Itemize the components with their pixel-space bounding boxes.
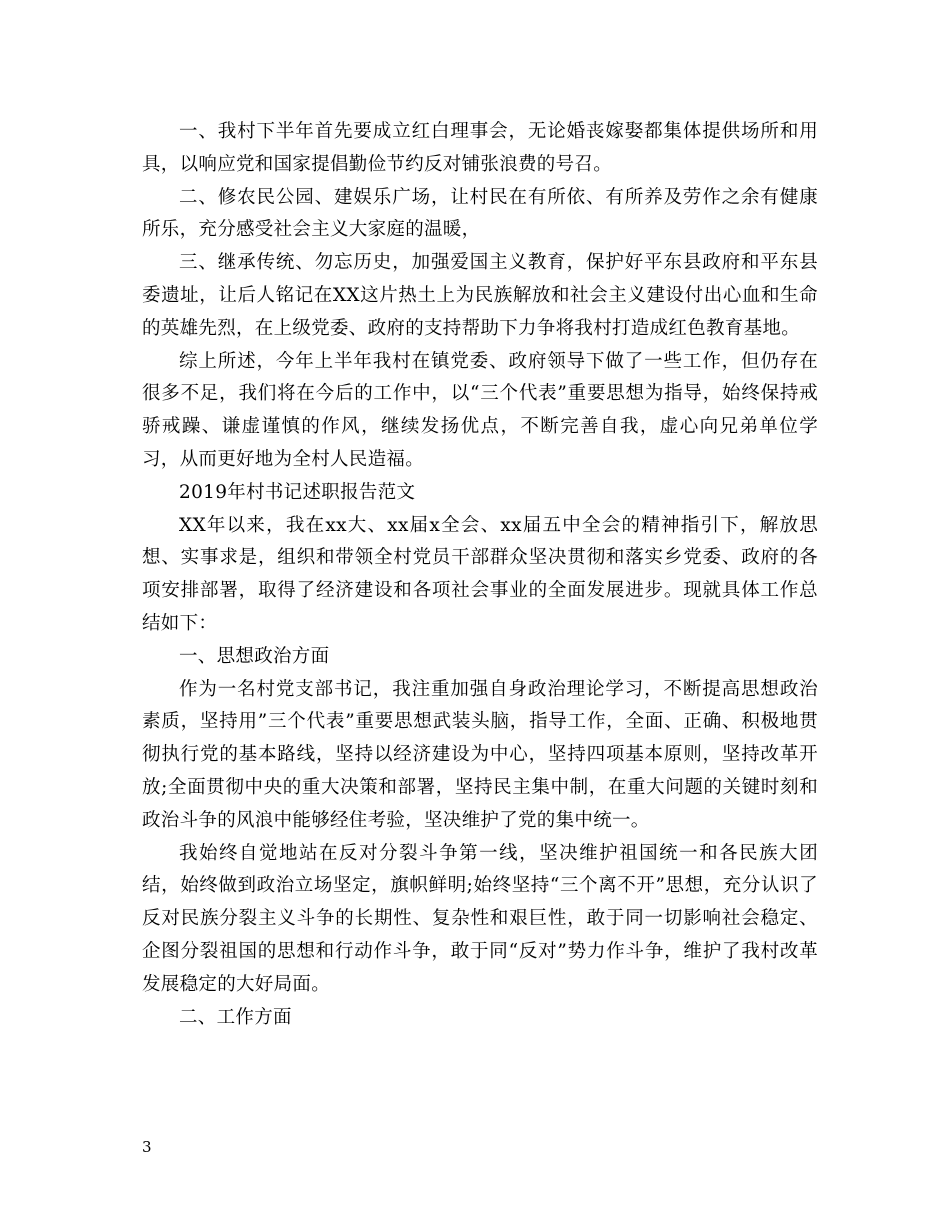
paragraph-political-study: 作为一名村党支部书记，我注重加强自身政治理论学习，不断提高思想政治素质，坚持用”三个代表”重要思想武装头脑，指导工作，全面、正确、积极地贯彻执行党的基本路线，坚持以经济建设为中心，坚持四项基本原则，坚持改革开放;全面贯彻中央的重大决策和部署，坚持民主集中制，在重大问题的关键时刻和政治斗争的风浪中能够经住考验，坚决维护了党的集中统一。 xyxy=(142,678,818,831)
paragraph-plan-red-white-council: 一、我村下半年首先要成立红白理事会，无论婚丧嫁娶都集体提供场所和用具，以响应党和国家提倡勤俭节约反对铺张浪费的号召。 xyxy=(142,121,818,175)
paragraph-anti-separatism: 我始终自觉地站在反对分裂斗争第一线，坚决维护祖国统一和各民族大团结，始终做到政治立场坚定，旗帜鲜明;始终坚持“三个离不开”思想，充分认识了反对民族分裂主义斗争的长期性、复杂性和艰巨性，敢于同一切影响社会稳定、企图分裂祖国的思想和行动作斗争，敢于同“反对”势力作斗争，维护了我村改革发展稳定的大好局面。 xyxy=(142,842,818,995)
section-title: 2019年村书记述职报告范文 xyxy=(179,481,416,503)
page-number: 3 xyxy=(142,1138,152,1156)
heading-work: 二、工作方面 xyxy=(179,1006,292,1028)
paragraph-plan-heritage-education: 三、继承传统、勿忘历史，加强爱国主义教育，保护好平东县政府和平东县委遗址，让后人铭记在XX这片热土上为民族解放和社会主义建设付出心血和生命的英雄先烈，在上级党委、政府的支持帮助下力争将我村打造成红色教育基地。 xyxy=(142,252,818,339)
document-body xyxy=(142,116,818,1034)
paragraph-introduction: XX年以来，我在xx大、xx届x全会、xx届五中全会的精神指引下，解放思想、实事求是，组织和带领全村党员干部群众坚决贯彻和落实乡党委、政府的各项安排部署，取得了经济建设和各项社会事业的全面发展进步。现就具体工作总结如下： xyxy=(142,514,818,634)
paragraph-summary: 综上所述，今年上半年我村在镇党委、政府领导下做了一些工作，但仍存在很多不足，我们将在今后的工作中，以“三个代表”重要思想为指导，始终保持戒骄戒躁、谦虚谨慎的作风，继续发扬优点，不断完善自我，虚心向兄弟单位学习，从而更好地为全村人民造福。 xyxy=(142,350,818,470)
paragraph-plan-park-square: 二、修农民公园、建娱乐广场，让村民在有所依、有所养及劳作之余有健康所乐，充分感受社会主义大家庭的温暖， xyxy=(142,186,818,241)
heading-political-thought: 一、思想政治方面 xyxy=(179,645,330,667)
